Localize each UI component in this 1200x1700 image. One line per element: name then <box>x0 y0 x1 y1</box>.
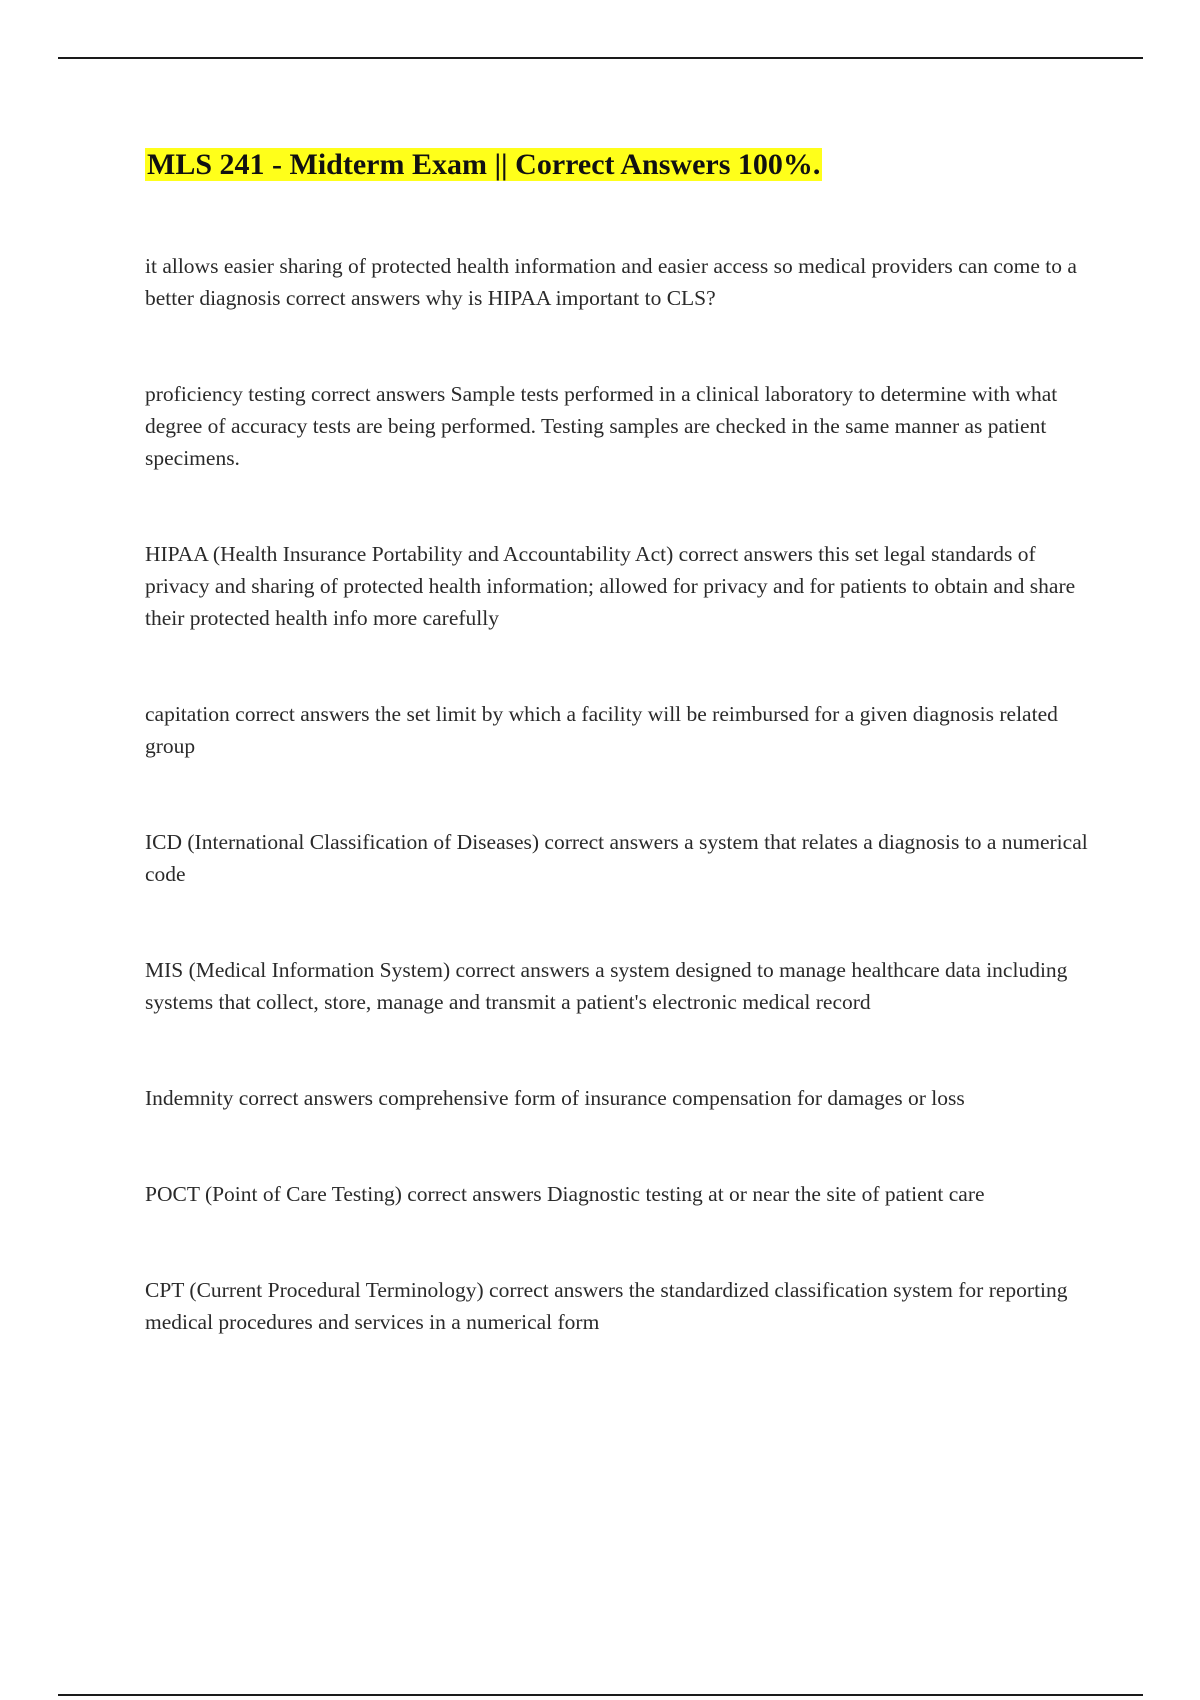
qa-entry-6: MIS (Medical Information System) correct answers a system designed to manage healthcare data including systems that collect, store, manage and transmit a patient's electronic medical record <box>145 958 1068 1014</box>
qa-entry-9: CPT (Current Procedural Terminology) correct answers the standardized classification system for reporting medical procedures and services in a numerical form <box>145 1278 1068 1334</box>
qa-list <box>145 250 1090 1338</box>
qa-entry-4: capitation correct answers the set limit by which a facility will be reimbursed for a given diagnosis related group <box>145 702 1058 758</box>
bottom-rule <box>58 1694 1143 1696</box>
qa-entry-7: Indemnity correct answers comprehensive form of insurance compensation for damages or loss <box>145 1086 965 1110</box>
top-rule <box>58 57 1143 59</box>
qa-entry-8: POCT (Point of Care Testing) correct answers Diagnostic testing at or near the site of patient care <box>145 1182 985 1206</box>
qa-entry-5: ICD (International Classification of Diseases) correct answers a system that relates a diagnosis to a numerical code <box>145 830 1088 886</box>
qa-entry-1: it allows easier sharing of protected health information and easier access so medical providers can come to a better diagnosis correct answers why is HIPAA important to CLS? <box>145 254 1077 310</box>
qa-entry-3: HIPAA (Health Insurance Portability and Accountability Act) correct answers this set legal standards of privacy and sharing of protected health information; allowed for privacy and for patients to obtain and share their protected health info more carefully <box>145 542 1076 630</box>
document-title <box>145 145 822 185</box>
title-highlight: MLS 241 - Midterm Exam || Correct Answers 100%. <box>147 148 821 181</box>
qa-entry-2: proficiency testing correct answers Sample tests performed in a clinical laboratory to determine with what degree of accuracy tests are being performed. Testing samples are checked in the same manner as patient specimens. <box>145 382 1058 470</box>
